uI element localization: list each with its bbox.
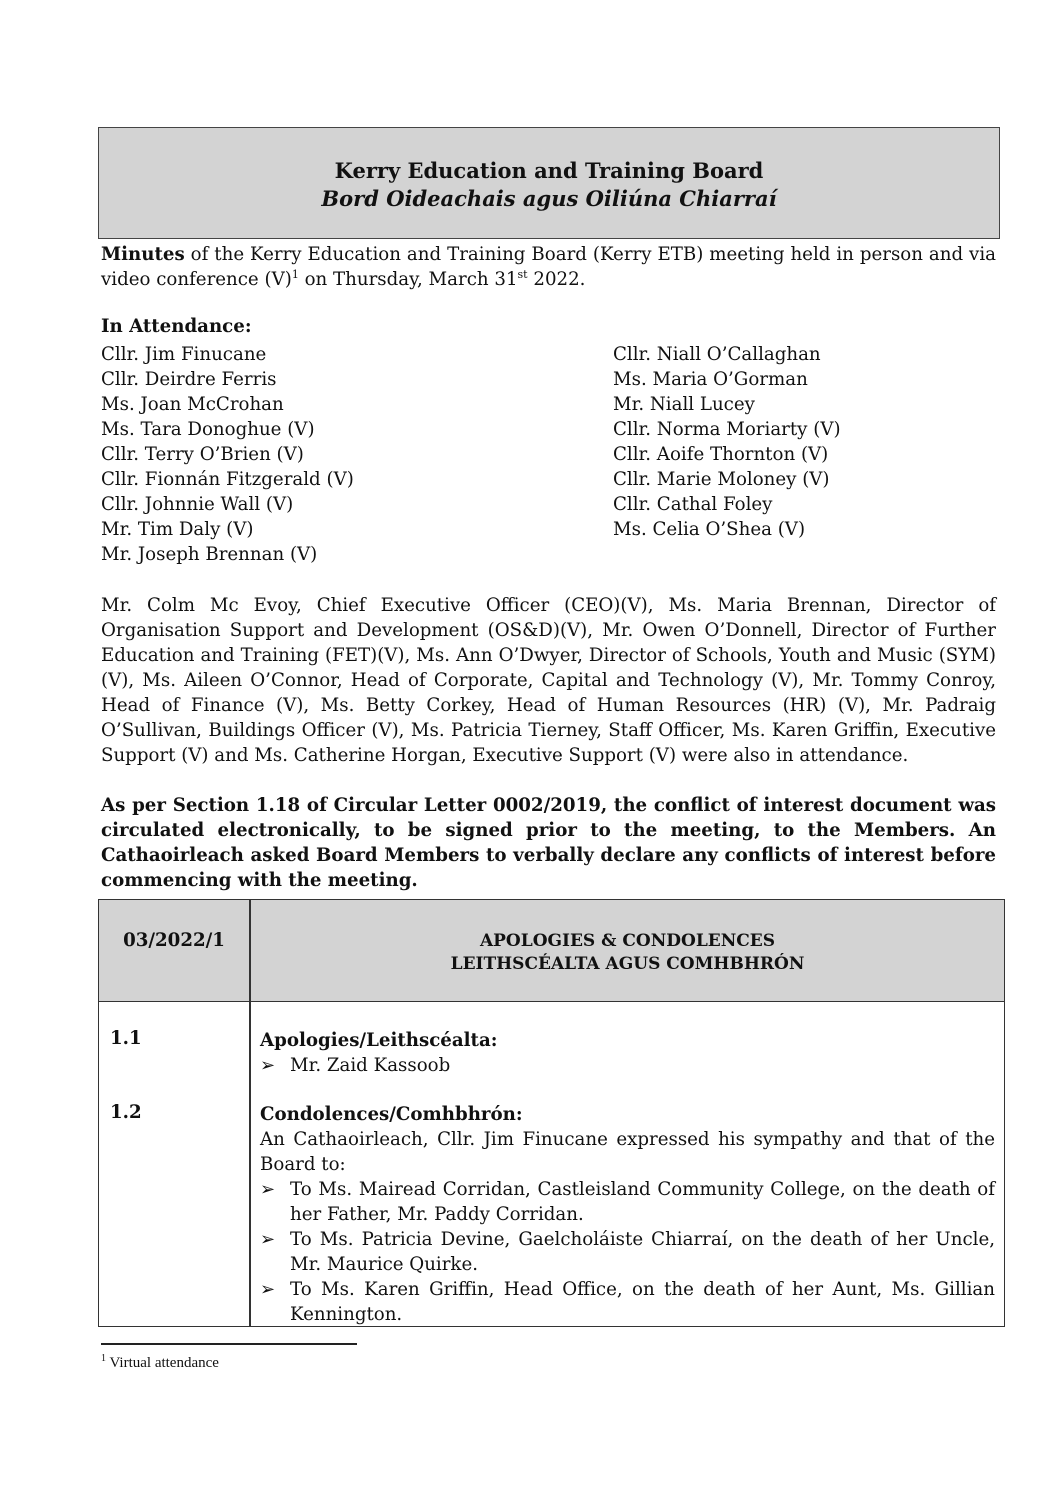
- attendee: Ms. Maria O’Gorman: [613, 369, 808, 390]
- document-title: Kerry Education and Training Board: [334, 158, 764, 183]
- footnote-text: Virtual attendance: [106, 1355, 219, 1371]
- agenda-number: 03/2022/1: [123, 930, 225, 951]
- agenda-table: [98, 899, 1005, 1327]
- arrow-bullet-icon: ➢: [260, 1055, 276, 1076]
- attendee: Cllr. Norma Moriarty (V): [613, 419, 841, 440]
- footnote-rule: [101, 1343, 357, 1345]
- intro-text-3: 2022.: [527, 269, 586, 290]
- attendee: Cllr. Johnnie Wall (V): [101, 494, 294, 515]
- attendee: Cllr. Niall O’Callaghan: [613, 344, 821, 365]
- attendee: Cllr. Cathal Foley: [613, 494, 773, 515]
- apologies-heading: Apologies/Leithscéalta:: [260, 1030, 498, 1051]
- list-item: ➢ Mr. Zaid Kassoob: [260, 1055, 451, 1076]
- attendee: Ms. Tara Donoghue (V): [101, 419, 315, 440]
- conflict-of-interest-paragraph: As per Section 1.18 of Circular Letter 0002/2019, the conflict of interest document was circulated electronically, to be signed prior to the meeting, to the Members. An Cathaoirleach asked Board Members to verbally declare any conflicts of interest before commencing with the meeting.: [101, 795, 996, 891]
- intro-text-1: of the Kerry Education and Training Board (Kerry ETB) meeting held in person and via video conference (V): [101, 244, 996, 290]
- attendee: Mr. Niall Lucey: [613, 394, 755, 415]
- attendee: Cllr. Deirdre Ferris: [101, 369, 277, 390]
- attendee: Mr. Joseph Brennan (V): [101, 544, 318, 565]
- column-divider: [249, 900, 251, 1326]
- agenda-header-row: [99, 900, 1004, 1002]
- attendee: Cllr. Aoife Thornton (V): [613, 444, 829, 465]
- arrow-bullet-icon: ➢: [260, 1279, 276, 1300]
- arrow-bullet-icon: ➢: [260, 1229, 276, 1250]
- attendee: Cllr. Marie Moloney (V): [613, 469, 830, 490]
- list-item: ➢ To Ms. Mairead Corridan, Castleisland Community College, on the death of her Father, Mr. Paddy Corridan.: [260, 1179, 995, 1225]
- attendee: Ms. Celia O’Shea (V): [613, 519, 806, 540]
- condolences-heading: Condolences/Comhbhrón:: [260, 1104, 523, 1125]
- intro-text-2: on Thursday, March 31: [298, 269, 518, 290]
- attendee: Cllr. Jim Finucane: [101, 344, 267, 365]
- item-number: 1.1: [110, 1028, 142, 1049]
- attendance-left-column: [101, 342, 354, 567]
- list-item: ➢ To Ms. Karen Griffin, Head Office, on the death of her Aunt, Ms. Gillian Kennington.: [260, 1279, 995, 1325]
- arrow-bullet-icon: ➢: [260, 1179, 276, 1200]
- date-ordinal: st: [517, 267, 528, 281]
- condolences-intro: An Cathaoirleach, Cllr. Jim Finucane expressed his sympathy and that of the Board to:: [260, 1129, 995, 1175]
- attendee: Mr. Tim Daly (V): [101, 519, 254, 540]
- intro-bold: Minutes: [101, 244, 185, 265]
- title-box: [98, 127, 1000, 239]
- footnote-ref: 1: [291, 267, 299, 281]
- staff-paragraph: Mr. Colm Mc Evoy, Chief Executive Officer (CEO)(V), Ms. Maria Brennan, Director of Organisation Support and Development (OS&D)(V), Mr. Owen O’Donnell, Director of Further Education and Training (FET)(V), Ms. Ann O’Dwyer, Director of Schools, Youth and Music (SYM)(V), Ms. Aileen O’Connor, Head of Corporate, Capital and Technology (V), Mr. Tommy Conroy, Head of Finance (V), Ms. Betty Corkey, Head of Human Resources (HR) (V), Mr. Padraig O’Sullivan, Buildings Officer (V), Ms. Patricia Tierney, Staff Officer, Ms. Karen Griffin, Executive Support (V) and Ms. Catherine Horgan, Executive Support (V) were also in attendance.: [101, 595, 996, 766]
- attendee: Cllr. Terry O’Brien (V): [101, 444, 304, 465]
- agenda-title: [251, 930, 1004, 976]
- condolences-section: [260, 1102, 995, 1327]
- apologies-section: [260, 1028, 995, 1078]
- item-number: 1.2: [110, 1102, 142, 1123]
- intro-paragraph: [101, 242, 996, 292]
- agenda-title-en: APOLOGIES & CONDOLENCES: [479, 931, 776, 951]
- footnote-mark: 1: [101, 1353, 106, 1364]
- document-subtitle: Bord Oideachais agus Oiliúna Chiarraí: [321, 186, 777, 211]
- attendance-right-column: [613, 342, 841, 542]
- attendee: Cllr. Fionnán Fitzgerald (V): [101, 469, 354, 490]
- footnote: [101, 1353, 219, 1372]
- attendance-heading: In Attendance:: [101, 316, 252, 337]
- agenda-title-ga: LEITHSCÉALTA AGUS COMHBHRÓN: [450, 954, 805, 974]
- attendee: Ms. Joan McCrohan: [101, 394, 284, 415]
- list-item: ➢ To Ms. Patricia Devine, Gaelcholáiste Chiarraí, on the death of her Uncle, Mr. Maurice Quirke.: [260, 1229, 995, 1275]
